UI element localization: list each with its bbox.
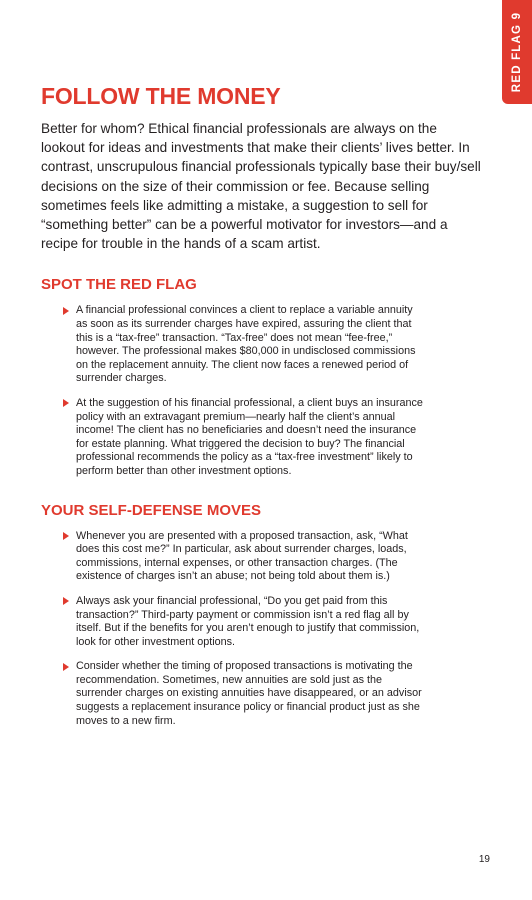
page-title: FOLLOW THE MONEY [41, 83, 281, 109]
section-heading-spot-red-flag: SPOT THE RED FLAG [41, 276, 197, 294]
list-item [63, 595, 427, 649]
list-item [63, 660, 427, 728]
red-flag-examples-list [41, 304, 427, 478]
page-number: 19 [478, 854, 490, 865]
triangle-bullet-icon [63, 532, 69, 540]
list-item-text: Always ask your financial professional, “Do you get paid from this transaction?” Third-party payment or commission isn’t a red flag all by itself. But if the benefits for you aren’t enough to justify that commission, look for other investment options. [76, 594, 420, 648]
page-content [41, 82, 481, 739]
side-tab-label: RED FLAG 9 [511, 11, 523, 93]
self-defense-moves-list [41, 530, 427, 729]
triangle-bullet-icon [63, 307, 69, 315]
list-item [63, 304, 427, 386]
intro-paragraph: Better for whom? Ethical financial professionals are always on the lookout for ideas and investments that make their clients’ lives better. In contrast, unscrupulous financial professionals typically base their buy/sell decisions on the size of their commission or fee. Because selling sometimes feels like admitting a mistake, a suggestion to sell for “something better” can be a powerful motivator for investors—and a recipe for trouble in the hands of a scam artist. [41, 121, 481, 252]
triangle-bullet-icon [63, 663, 69, 671]
list-item-text: A financial professional convinces a client to replace a variable annuity as soon as its surrender charges have expired, assuring the client that this is a “tax-free” transaction. “Tax-free” does not mean “fee-free,” however. The professional makes $80,000 in undisclosed commissions on the replacement annuity. The client now faces a renewed period of surrender charges. [76, 304, 416, 385]
list-item-text: Whenever you are presented with a proposed transaction, ask, “What does this cost me?” In particular, ask about surrender charges, loads, commissions, internal expenses, or other transaction charges. (The existence of charges isn’t an abuse; not being told about them is.) [76, 529, 408, 583]
red-flag-side-tab [502, 0, 532, 104]
list-item-text: Consider whether the timing of proposed transactions is motivating the recommendation. Sometimes, new annuities are sold just as the surrender charges on existing annuities have disappeared, or an advisor suggests a replacement insurance policy or financial product just as she moves to a new firm. [76, 660, 422, 727]
triangle-bullet-icon [63, 399, 69, 407]
list-item [63, 397, 427, 479]
list-item-text: At the suggestion of his financial professional, a client buys an insurance policy with an extravagant premium—nearly half the client’s annual income! The client has no beneficiaries and doesn’t need the insurance for estate planning. What triggered the decision to buy? The financial professional recommends the policy as a “tax-free investment” likely to perform better than other investment options. [76, 396, 423, 477]
triangle-bullet-icon [63, 597, 69, 605]
list-item [63, 530, 427, 584]
section-heading-self-defense: YOUR SELF-DEFENSE MOVES [41, 501, 262, 519]
